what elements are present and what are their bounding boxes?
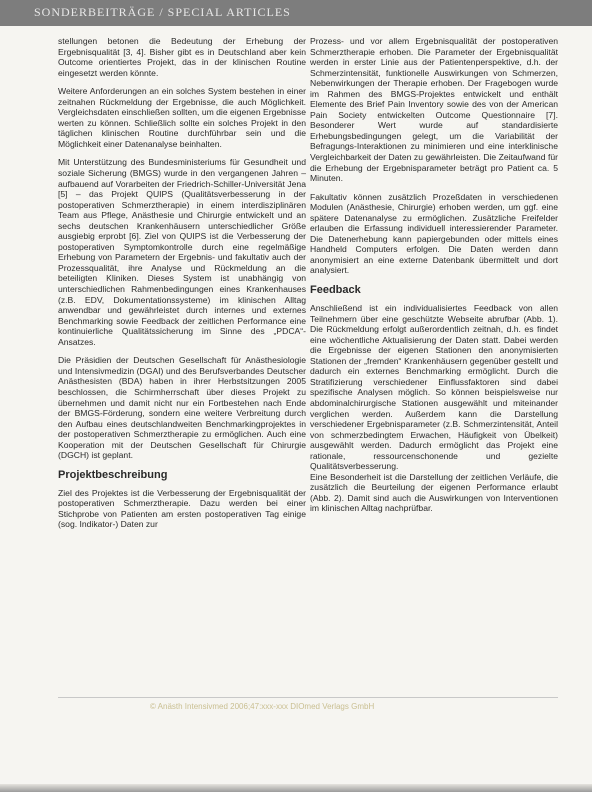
paragraph: Mit Unterstützung des Bundesministeriums für Gesundheit und soziale Sicherung (BMGS) wurde in den vergangenen Jahren – aufbauend auf Vorarbeiten der Friedrich-Schiller-Universität Jena [5] – das Projekt QUIPS (Qualitätsverbesserung in der postoperativen Schmerztherapie) in einem interdisziplinären Team aus Pflege, Anästhesie und Chirurgie entwickelt und an sechs deutschen Krankenhäusern unterschiedlicher Größe ausgiebig erprobt [6]. Ziel von QUIPS ist die Verbesserung der postoperativen Symptomkontrolle durch eine regelmäßige Erhebung von Parametern der Ergebnis- und fakultativ auch der Prozessqualität, ihre Analyse und Rückmeldung an die beteiligten Kliniken. Dieses System ist unabhängig von unterschiedlichen Rahmenbedingungen eines Krankenhauses (z.B. EDV, Dokumentationssysteme) im klinischen Alltag anwendbar und gewährleistet durch internes und externes Benchmarking sowie Feedback der zeitlichen Performance eine kontinuierliche Qualitätssicherung im Sinne des „PDCA“-Ansatzes. bbox=[58, 157, 306, 347]
right-column bbox=[310, 36, 558, 522]
footer-text: © Anästh Intensivmed 2006;47:xxx-xxx DIOmed Verlags GmbH bbox=[150, 702, 375, 711]
paragraph: Prozess- und vor allem Ergebnisqualität der postoperativen Schmerztherapie erhoben. Die Parameter der Ergebnisqualität werden in erster Linie aus der Patientenperspektive, d.h. der Schmerzintensität, funktionelle Auswirkungen von Schmerzen, Nebenwirkungen der Therapie erhoben. Der Fragebogen wurde im Rahmen des BMGS-Projektes entwickelt und enthält Elemente des Brief Pain Inventory sowie des von der American Pain Society entwickelten Outcome Questionnaire [7]. Besonderer Wert wurde auf standardisierte Erhebungsbedingungen gelegt, um die Variabilität der Befragungs-Interaktionen zu minimieren und eine interklinische Vergleichbarkeit der Daten zu gewährleisten. Die Zeitaufwand für die Erhebung der Ergebnisparameter beträgt pro Patient ca. 5 Minuten. bbox=[310, 36, 558, 184]
paragraph: Ziel des Projektes ist die Verbesserung der Ergebnisqualität der postoperativen Schmerztherapie. Dazu werden bei einer Stichprobe von Patienten am ersten postoperativen Tag einige (sog. Indikator-) Daten zur bbox=[58, 487, 306, 530]
paragraph: Die Präsidien der Deutschen Gesellschaft für Anästhesiologie und Intensivmedizin (DGAI) und des Berufsverbandes Deutscher Anästhesisten (BDA) haben in ihrer Herbstsitzungen 2005 beschlossen, die Schirmherrschaft über dieses Projekt zu übernehmen und damit nicht nur ein Fortbestehen nach Ende der BMGS-Förderung, sondern eine weitere Verbreitung durch den Aufbau eines deutschlandweiten Benchmarkingprojektes in der postoperativen Schmerztherapie zu ermöglichen. Auch eine Kooperation mit der Deutschen Gesellschaft für Chirurgie (DGCH) ist geplant. bbox=[58, 355, 306, 461]
left-column bbox=[58, 36, 306, 538]
paragraph: Anschließend ist ein individualisiertes Feedback von allen Teilnehmern über eine geschützte Webseite abrufbar (Abb. 1). Die Rückmeldung erfolgt außerordentlich zeitnah, d.h. es findet eine wöchentliche Aktualisierung der Daten statt. Dabei werden die Ergebnisse der eigenen Stationen den anonymisierten Stationen der „fremden“ Krankenhäusern gegenüber gestellt und dadurch ein externes Benchmarking ermöglicht. Durch die Stratifizierung verschiedener Einflussfaktoren sind dabei spezifische Analysen möglich. So können beispielsweise nur abdominalchirurgische Stationen ausgewählt und miteinander verglichen werden. Außerdem kann die Darstellung verschiedener Ergebnisparameter (z.B. Schmerzintensität, Anteil von schmerzbedingtem Erwachen, Häufigkeit von Übelkeit) ausgewählt werden. Dadurch ermöglicht das Projekt eine rationale, ressourcenschonende und gezielte Qualitätsverbesserung. bbox=[310, 303, 558, 472]
footer-divider bbox=[58, 697, 558, 698]
section-heading-projektbeschreibung: Projektbeschreibung bbox=[58, 468, 168, 481]
header-title: SONDERBEITRÄGE / SPECIAL ARTICLES bbox=[34, 5, 291, 19]
paragraph: stellungen betonen die Bedeutung der Erhebung der Ergebnisqualität [3, 4]. Bisher gibt es in Deutschland aber kein Outcome orientiertes Projekt, das in der klinischen Routine eingesetzt werden könnte. bbox=[58, 36, 306, 78]
scan-edge bbox=[0, 784, 592, 792]
page-header bbox=[0, 0, 592, 26]
paragraph: Eine Besonderheit ist die Darstellung der zeitlichen Verläufe, die zusätzlich die Beurteilung der eigenen Performance erlaubt (Abb. 2). Damit sind auch die Auswirkungen von Interventionen im klinischen Alltag nachprüfbar. bbox=[310, 471, 558, 514]
paragraph: Weitere Anforderungen an ein solches System bestehen in einer zeitnahen Rückmeldung der Ergebnisse, die auch Möglichkeit. Vergleichsdaten einschließen sollten, um die eigenen Ergebnisse werten zu können. Schließlich sollte ein solches Projekt in den täglichen klinischen Routine durchführbar sein und die Möglichkeit einer Datenanalyse beinhalten. bbox=[58, 86, 306, 149]
paragraph: Fakultativ können zusätzlich Prozeßdaten in verschiedenen Modulen (Anästhesie, Chirurgie) erhoben werden, um ggf. eine spätere Datenanalyse zu ermöglichen. Zusätzliche Freifelder erlauben die Erfassung individuell interessierender Parameter. Die Datenerhebung kann papiergebunden oder mittels eines Handheld Computers erfolgen. Die Daten werden dann anonymisiert an eine externe Datenbank übermittelt und dort analysiert. bbox=[310, 191, 558, 276]
section-heading-feedback: Feedback bbox=[310, 284, 361, 297]
